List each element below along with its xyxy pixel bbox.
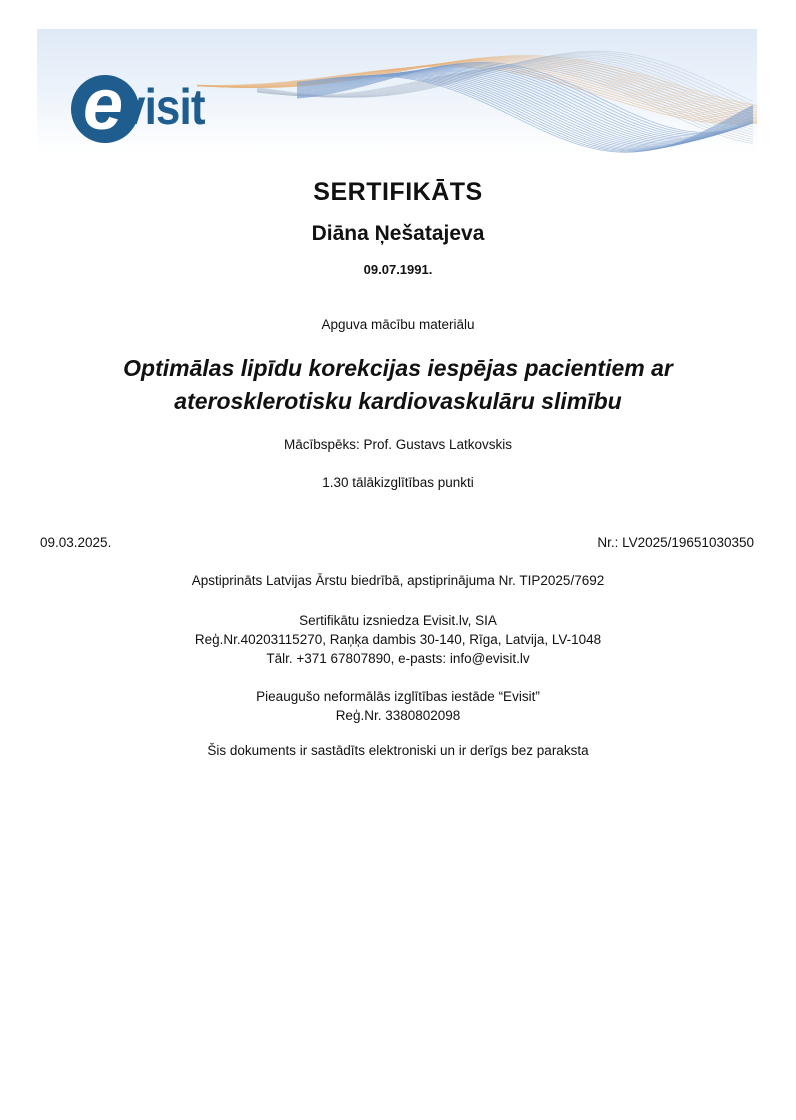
intro-text: Apguva mācību materiālu xyxy=(321,317,475,332)
logo-letter-e: e xyxy=(83,65,124,145)
evisit-logo xyxy=(71,65,231,145)
institution-info xyxy=(0,687,796,725)
education-points: 1.30 tālākizglītības punkti xyxy=(322,475,474,490)
recipient-name: Diāna Ņešatajeva xyxy=(311,222,485,245)
course-title-line-1: Optimālas lipīdu korekcijas iespējas pacientiem ar xyxy=(123,355,673,381)
certificate-title: SERTIFIKĀTS xyxy=(313,178,483,206)
logo-wordmark: visit xyxy=(121,79,205,135)
institution-line-2: Reģ.Nr. 3380802098 xyxy=(335,708,461,723)
issue-date: 09.03.2025. xyxy=(40,535,112,550)
header-banner xyxy=(37,29,757,153)
issuer-line-2: Reģ.Nr.40203115270, Raņķa dambis 30-140, Rīga, Latvija, LV-1048 xyxy=(194,632,602,647)
certificate-number: Nr.: LV2025/19651030350 xyxy=(597,535,754,550)
birth-date: 09.07.1991. xyxy=(363,262,433,277)
course-title-line-2: aterosklerotisku kardiovaskulāru slimību xyxy=(174,388,622,414)
course-title xyxy=(0,352,796,418)
institution-line-1: Pieaugušo neformālās izglītības iestāde “Evisit” xyxy=(256,689,540,704)
issuer-line-3: Tālr. +371 67807890, e-pasts: info@evisit.lv xyxy=(266,651,530,666)
lecturer: Mācībspēks: Prof. Gustavs Latkovskis xyxy=(283,437,513,452)
approval-statement: Apstiprināts Latvijas Ārstu biedrībā, apstiprinājuma Nr. TIP2025/7692 xyxy=(191,573,605,588)
issuer-line-1: Sertifikātu izsniedza Evisit.lv, SIA xyxy=(299,613,497,628)
issuer-info xyxy=(0,611,796,668)
disclaimer: Šis dokuments ir sastādīts elektroniski un ir derīgs bez paraksta xyxy=(207,743,589,758)
